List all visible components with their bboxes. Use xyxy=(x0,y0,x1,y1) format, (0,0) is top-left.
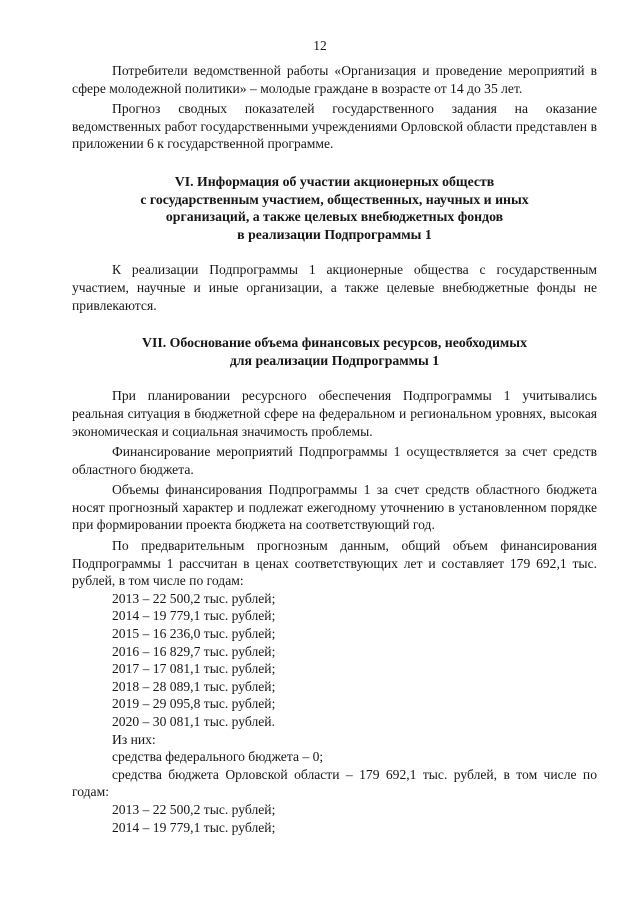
section-7-heading xyxy=(72,334,597,369)
list-item: 2018 – 28 089,1 тыс. рублей; xyxy=(112,678,276,694)
list-item: 2014 – 19 779,1 тыс. рублей; xyxy=(112,819,276,835)
paragraph-consumers: Потребители ведомственной работы «Организация и проведение мероприятий в сфере молодежной политики» – молодые граждане в возрасте от 14 до 35 лет. xyxy=(72,63,597,96)
section-7-heading-line: VII. Обоснование объема финансовых ресурсов, необходимых xyxy=(142,335,527,351)
list-item: 2015 – 16 236,0 тыс. рублей; xyxy=(112,626,276,642)
list-item: 2019 – 29 095,8 тыс. рублей; xyxy=(112,696,276,712)
section-6-heading-line: организаций, а также целевых внебюджетных фондов xyxy=(165,209,504,225)
section-6-text: К реализации Подпрограммы 1 акционерные общества с государственным участием, научные и иные организации, а также целевые внебюджетные фонды не привлекаются. xyxy=(72,262,597,313)
section-6-heading xyxy=(72,173,597,243)
section-6-heading-line: VI. Информация об участии акционерных обществ xyxy=(174,173,495,189)
section-6-heading-line: в реализации Подпрограммы 1 xyxy=(237,226,432,242)
list-item: 2014 – 19 779,1 тыс. рублей; xyxy=(112,608,276,624)
list-item: 2013 – 22 500,2 тыс. рублей; xyxy=(112,801,276,817)
list-item: 2017 – 17 081,1 тыс. рублей; xyxy=(112,661,276,677)
years-total-list xyxy=(72,590,597,731)
list-item: 2013 – 22 500,2 тыс. рублей; xyxy=(112,590,276,606)
page-number: 12 xyxy=(313,38,327,53)
list-item: 2020 – 30 081,1 тыс. рублей. xyxy=(112,714,275,729)
section-7-heading-line: для реализации Подпрограммы 1 xyxy=(229,352,440,368)
of-them-label: Из них: xyxy=(112,731,156,747)
paragraph-forecast: Прогноз сводных показателей государственного задания на оказание ведомственных работ государственными учреждениями Орловской области представлен в приложении 6 к государственной программе. xyxy=(72,101,597,152)
paragraph-planning: При планировании ресурсного обеспечения Подпрограммы 1 учитывались реальная ситуация в бюджетной сфере на федеральном и региональном уровнях, высокая экономическая и социальная значимость проблемы. xyxy=(72,388,597,439)
federal-budget-line: средства федерального бюджета – 0; xyxy=(112,749,324,765)
paragraph-volumes: Объемы финансирования Подпрограммы 1 за счет средств областного бюджета носят прогнозный характер и подлежат ежегодному уточнению в установленном порядке при формировании проекта бюджета на соответствующий год. xyxy=(72,482,597,533)
list-item: 2016 – 16 829,7 тыс. рублей; xyxy=(112,643,276,659)
years-regional-list xyxy=(72,801,597,836)
regional-budget-paragraph: средства бюджета Орловской области – 179 692,1 тыс. рублей, в том числе по годам: xyxy=(72,766,597,800)
paragraph-total: По предварительным прогнозным данным, общий объем финансирования Подпрограммы 1 рассчитан в ценах соответствующих лет и составляет 179 692,1 тыс. рублей, в том числе по годам: xyxy=(72,538,597,589)
document-body xyxy=(72,62,597,836)
paragraph-financing: Финансирование мероприятий Подпрограммы 1 осуществляется за счет средств областного бюджета. xyxy=(72,444,597,477)
section-6-heading-line: с государственным участием, общественных, научных и иных xyxy=(140,191,529,207)
